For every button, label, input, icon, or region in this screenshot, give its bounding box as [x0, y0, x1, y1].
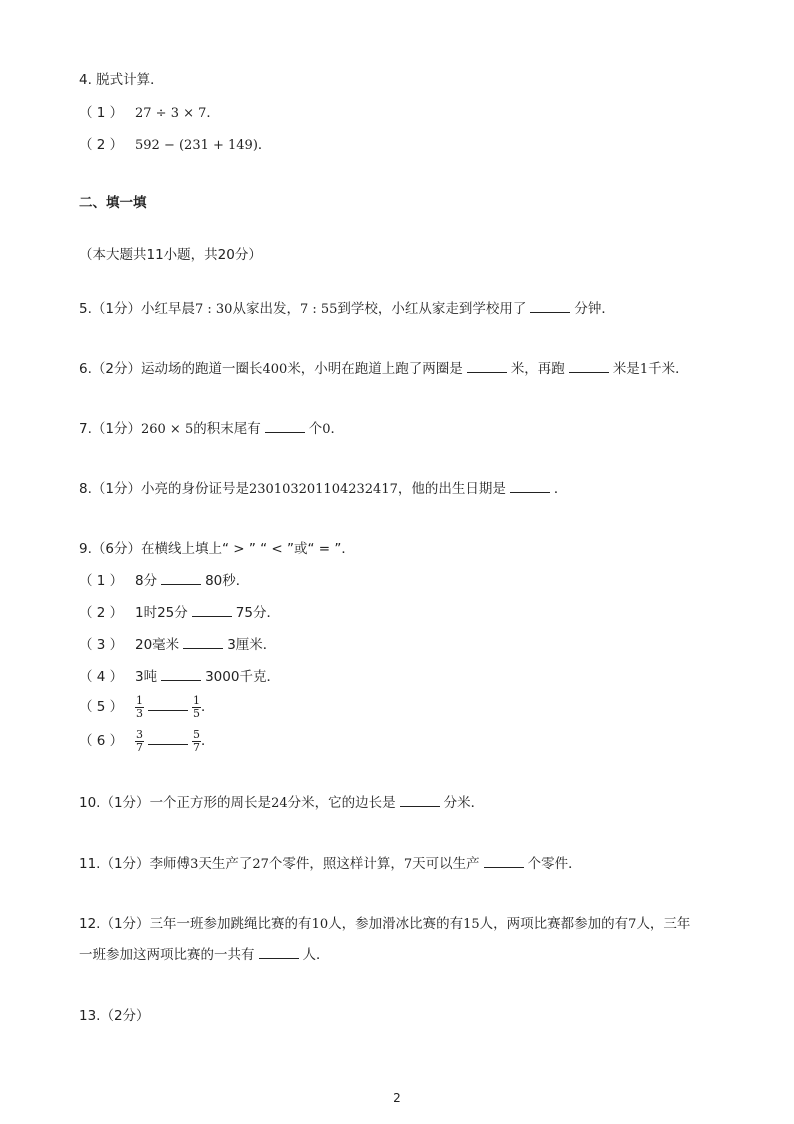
- q9-item: （ 6 ） $\frac{3}{7}$ $\frac{5}{7}$ ．: [79, 727, 215, 754]
- q10: 10.（1分）一个正方形的周长是24分米，它的边长是 分米．: [79, 795, 485, 811]
- q4-part2: （ 2 ） 592 − (231 + 149)．: [79, 137, 272, 153]
- q7: 7.（1分）260 × 5的积末尾有 个0．: [79, 421, 345, 437]
- fraction: $\frac{5}{7}$: [193, 727, 200, 754]
- q13: 13.（2分）: [79, 1008, 150, 1024]
- page-number: 2: [393, 1091, 401, 1105]
- section-heading: 二、填一填: [79, 195, 147, 211]
- q12-line1: 12.（1分）三年一班参加跳绳比赛的有10人，参加滑冰比赛的有15人，两项比赛都参加的有7人，三年: [79, 916, 691, 932]
- answer-blank[interactable]: [510, 480, 550, 493]
- answer-blank[interactable]: [265, 420, 305, 433]
- answer-blank[interactable]: [484, 855, 524, 868]
- answer-blank[interactable]: [530, 300, 570, 313]
- q9-title: 9.（6分）在横线上填上“ > ” “ < ”或“ = ”．: [79, 541, 355, 557]
- q9-item: （ 5 ） $\frac{1}{3}$ $\frac{1}{5}$ ．: [79, 693, 215, 720]
- q5: 5.（1分）小红早晨7 : 30从家出发，7 : 55到学校，小红从家走到学校用了 分钟．: [79, 301, 615, 317]
- q4-title: 4. 脱式计算．: [79, 72, 164, 88]
- section-note: （本大题共11小题，共20分）: [79, 247, 262, 263]
- q8: 8.（1分）小亮的身份证号是230103201104232417，他的出生日期是 ．: [79, 481, 568, 497]
- q12-line2: 一班参加这两项比赛的一共有 人．: [79, 947, 330, 963]
- answer-blank[interactable]: [183, 636, 223, 649]
- q9-item: （ 1 ） 8分 80秒．: [79, 573, 250, 589]
- answer-blank[interactable]: [259, 946, 299, 959]
- q6: 6.（2分）运动场的跑道一圈长400米，小明在跑道上跑了两圈是 米，再跑 米是1千米．: [79, 361, 689, 377]
- answer-blank[interactable]: [148, 698, 188, 711]
- answer-blank[interactable]: [161, 668, 201, 681]
- fraction: $\frac{3}{7}$: [136, 727, 143, 754]
- fraction: $\frac{1}{5}$: [193, 693, 200, 720]
- answer-blank[interactable]: [467, 360, 507, 373]
- q9-item: （ 2 ） 1时25分 75分．: [79, 605, 280, 621]
- answer-blank[interactable]: [161, 572, 201, 585]
- answer-blank[interactable]: [148, 732, 188, 745]
- q9-item: （ 4 ） 3吨 3000千克．: [79, 669, 280, 685]
- answer-blank[interactable]: [400, 794, 440, 807]
- answer-blank[interactable]: [569, 360, 609, 373]
- answer-blank[interactable]: [192, 604, 232, 617]
- q9-item: （ 3 ） 20毫米 3厘米．: [79, 637, 277, 653]
- fraction: $\frac{1}{3}$: [136, 693, 143, 720]
- q4-part1: （ 1 ） 27 ÷ 3 × 7．: [79, 105, 220, 121]
- q11: 11.（1分）李师傅3天生产了27个零件，照这样计算，7天可以生产 个零件．: [79, 856, 582, 872]
